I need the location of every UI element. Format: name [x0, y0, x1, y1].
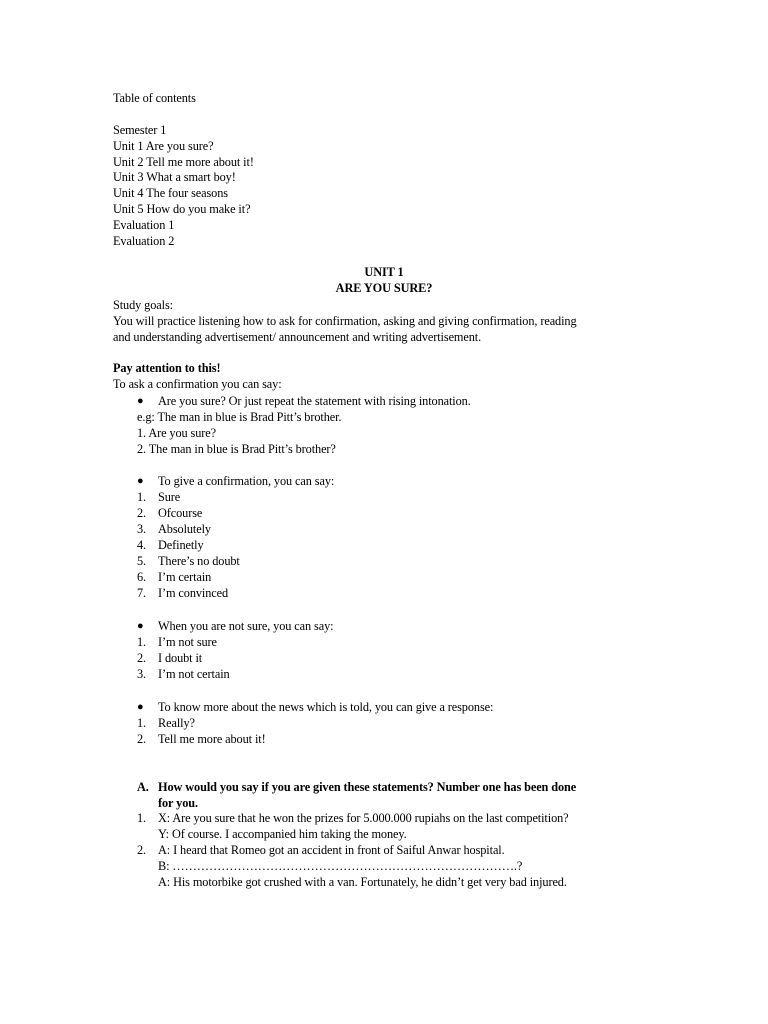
ask-option-2: 2. The man in blue is Brad Pitt’s brother?: [137, 442, 336, 456]
know-more-bullet: To know more about the news which is told, you can give a response:: [158, 700, 494, 714]
ask-option-1: 1. Are you sure?: [137, 426, 216, 440]
toc-item-evaluation-2: Evaluation 2: [113, 234, 175, 248]
not-sure-item-1: I’m not sure: [158, 635, 217, 649]
list-number: 2.: [137, 651, 147, 665]
list-number: 7.: [137, 586, 147, 600]
list-number: 1.: [137, 716, 147, 730]
ask-bullet-text: Are you sure? Or just repeat the statement with rising intonation.: [158, 394, 471, 408]
ask-confirmation-intro: To ask a confirmation you can say:: [113, 377, 282, 391]
toc-item-semester-1: Semester 1: [113, 123, 167, 137]
exercise-1-x: X: Are you sure that he won the prizes for 5.000.000 rupiahs on the last competition?: [158, 811, 569, 825]
not-sure-item-3: I’m not certain: [158, 667, 230, 681]
give-item-6: I’m certain: [158, 570, 212, 584]
list-number: 5.: [137, 554, 147, 568]
list-number: 2.: [137, 732, 147, 746]
unit-title-heading: ARE YOU SURE?: [335, 281, 433, 295]
study-goals-text-line-2: and understanding advertisement/ announcement and writing advertisement.: [113, 330, 482, 344]
bullet-icon: ●: [137, 701, 144, 713]
know-more-item-2: Tell me more about it!: [158, 732, 266, 746]
exercise-letter: A.: [137, 780, 149, 794]
pay-attention-heading: Pay attention to this!: [113, 361, 221, 375]
bullet-icon: ●: [137, 475, 144, 487]
exercise-number-1: 1.: [137, 811, 147, 825]
list-number: 6.: [137, 570, 147, 584]
toc-item-unit-1: Unit 1 Are you sure?: [113, 139, 214, 153]
exercise-2-b-blank: B: ………………………………………………………………………….?: [158, 859, 523, 873]
toc-item-unit-3: Unit 3 What a smart boy!: [113, 170, 236, 184]
give-item-7: I’m convinced: [158, 586, 229, 600]
exercise-question-line-1: How would you say if you are given these statements? Number one has been done: [158, 780, 577, 794]
toc-item-evaluation-1: Evaluation 1: [113, 218, 175, 232]
list-number: 3.: [137, 522, 147, 536]
list-number: 1.: [137, 490, 147, 504]
list-number: 2.: [137, 506, 147, 520]
bullet-icon: ●: [137, 620, 144, 632]
toc-item-unit-2: Unit 2 Tell me more about it!: [113, 155, 254, 169]
not-sure-item-2: I doubt it: [158, 651, 203, 665]
toc-item-unit-4: Unit 4 The four seasons: [113, 186, 228, 200]
exercise-2-a-reply: A: His motorbike got crushed with a van. Fortunately, he didn’t get very bad injured.: [158, 875, 567, 889]
give-item-5: There’s no doubt: [158, 554, 240, 568]
list-number: 1.: [137, 635, 147, 649]
toc-item-unit-5: Unit 5 How do you make it?: [113, 202, 251, 216]
give-item-4: Definetly: [158, 538, 204, 552]
give-confirmation-bullet: To give a confirmation, you can say:: [158, 474, 335, 488]
ask-example: e.g: The man in blue is Brad Pitt’s brother.: [137, 410, 342, 424]
exercise-2-a: A: I heard that Romeo got an accident in front of Saiful Anwar hospital.: [158, 843, 505, 857]
give-item-2: Ofcourse: [158, 506, 203, 520]
exercise-number-2: 2.: [137, 843, 147, 857]
not-sure-bullet: When you are not sure, you can say:: [158, 619, 334, 633]
toc-title: Table of contents: [113, 91, 196, 105]
give-item-3: Absolutely: [158, 522, 211, 536]
know-more-item-1: Really?: [158, 716, 195, 730]
unit-number-heading: UNIT 1: [364, 265, 404, 279]
study-goals-text-line-1: You will practice listening how to ask for confirmation, asking and giving confirmation, reading: [113, 314, 577, 328]
bullet-icon: ●: [137, 395, 144, 407]
list-number: 3.: [137, 667, 147, 681]
list-number: 4.: [137, 538, 147, 552]
give-item-1: Sure: [158, 490, 181, 504]
exercise-question-line-2: for you.: [158, 796, 198, 810]
exercise-1-y: Y: Of course. I accompanied him taking the money.: [158, 827, 407, 841]
study-goals-label: Study goals:: [113, 298, 173, 312]
